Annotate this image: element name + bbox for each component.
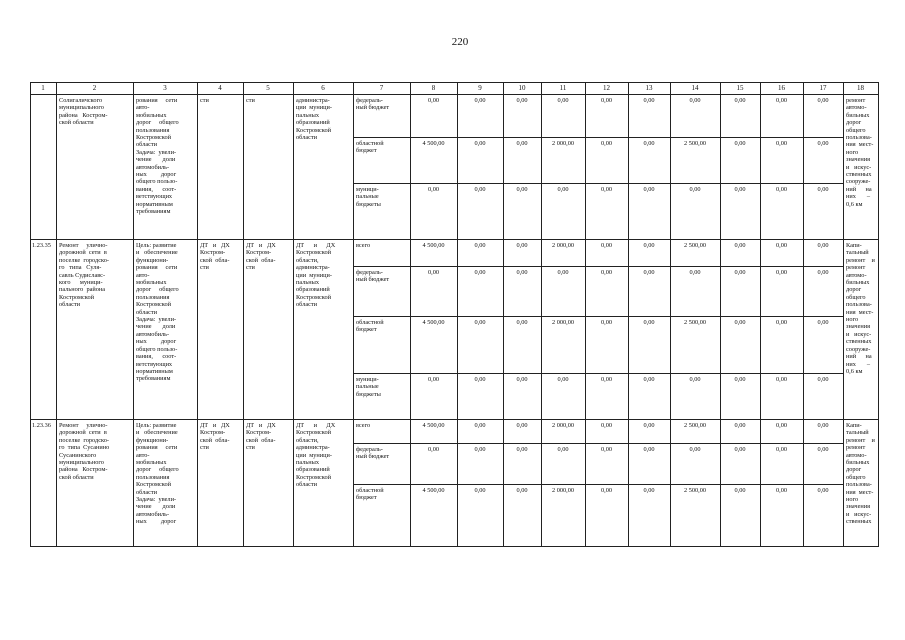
header-cell-17: 17 <box>819 84 827 92</box>
amount-cell: 0,00 <box>600 319 613 326</box>
block-separator <box>30 239 879 240</box>
amount-cell: 0,00 <box>600 376 613 383</box>
amount-cell: 0,00 <box>817 319 829 326</box>
amount-cell: 4 500,00 <box>422 319 445 326</box>
amount-cell: 0,00 <box>600 446 613 453</box>
amount-cell: 0,00 <box>734 242 746 249</box>
amount-cell: 0,00 <box>474 242 486 249</box>
amount-cell: 0,00 <box>775 242 788 249</box>
column-line <box>410 82 411 546</box>
item-coexecutor: ДТ и ДХ Костром- ской обла- сти <box>246 242 276 272</box>
row-separator <box>353 443 844 444</box>
amount-cell: 0,00 <box>775 140 788 147</box>
amount-cell: 0,00 <box>689 186 701 193</box>
item-executor: ДТ и ДХ Костром- ской обла- сти <box>200 242 230 272</box>
funding-source: муници- пальные бюджеты <box>356 376 381 398</box>
header-cell-6: 6 <box>321 84 325 92</box>
amount-cell: 4 500,00 <box>422 422 445 429</box>
item-goal: Цель: развитие и обеспечение функциони- рования сети авто- мобильных дорог общего пользования Костромской области Задача: увели- чение доли автомобиль- ных дорог <box>136 422 179 526</box>
column-line <box>457 82 458 546</box>
funding-source: всего <box>356 422 371 429</box>
amount-cell: 0,00 <box>734 319 746 326</box>
header-cell-16: 16 <box>778 84 785 92</box>
column-line <box>197 82 198 546</box>
amount-cell: 0,00 <box>516 446 528 453</box>
amount-cell: 0,00 <box>474 376 486 383</box>
amount-cell: 0,00 <box>817 487 829 494</box>
item-number: 1.23.35 <box>32 242 51 249</box>
amount-cell: 2 500,00 <box>683 242 707 249</box>
amount-cell: 2 000,00 <box>551 487 575 494</box>
amount-cell: 0,00 <box>734 446 746 453</box>
amount-cell: 0,00 <box>643 319 655 326</box>
amount-cell: 0,00 <box>600 97 613 104</box>
amount-cell: 0,00 <box>600 487 613 494</box>
item-number: 1.23.36 <box>32 422 51 429</box>
amount-cell: 0,00 <box>516 319 528 326</box>
header-cell-11: 11 <box>559 84 567 92</box>
amount-cell: 0,00 <box>689 376 701 383</box>
amount-cell: 0,00 <box>516 186 528 193</box>
amount-cell: 0,00 <box>474 140 486 147</box>
amount-cell: 4 500,00 <box>422 487 445 494</box>
header-cell-18: 18 <box>857 84 864 92</box>
row-separator <box>353 266 844 267</box>
item-participants: ДТ и ДХ Костромской области, администра- ции муници- пальных образований Костромской области <box>296 242 336 309</box>
header-cell-12: 12 <box>603 84 610 92</box>
amount-cell: 0,00 <box>474 269 486 276</box>
amount-cell: 0,00 <box>775 446 788 453</box>
column-line <box>670 82 671 546</box>
column-line <box>293 82 294 546</box>
amount-cell: 0,00 <box>427 376 440 383</box>
header-cell-8: 8 <box>431 84 436 92</box>
amount-cell: 0,00 <box>817 186 829 193</box>
amount-cell: 0,00 <box>817 140 829 147</box>
amount-cell: 0,00 <box>474 186 486 193</box>
item-result: ремонт автомо- бильных дорог общего пользова- ния мест- ного значения и искус- ственных сооруже- ний на них – 0,6 км <box>846 97 874 208</box>
amount-cell: 0,00 <box>643 422 655 429</box>
amount-cell: 0,00 <box>600 242 613 249</box>
funding-source: федераль- ный бюджет <box>356 97 390 112</box>
header-cell-15: 15 <box>736 84 744 92</box>
header-cell-14: 14 <box>691 84 699 92</box>
amount-cell: 0,00 <box>775 186 788 193</box>
amount-cell: 2 000,00 <box>551 242 575 249</box>
amount-cell: 0,00 <box>775 487 788 494</box>
amount-cell: 0,00 <box>516 269 528 276</box>
item-executor: сти <box>200 97 209 104</box>
amount-cell: 0,00 <box>427 186 440 193</box>
amount-cell: 0,00 <box>817 269 829 276</box>
amount-cell: 0,00 <box>775 422 788 429</box>
amount-cell: 2 500,00 <box>683 422 707 429</box>
header-cell-13: 13 <box>645 84 653 92</box>
column-line <box>628 82 629 546</box>
column-line <box>803 82 804 546</box>
amount-cell: 2 500,00 <box>683 487 707 494</box>
column-line <box>353 82 354 546</box>
item-result: Капи- тальный ремонт и ремонт автомо- бильных дорог общего пользова- ния мест- ного значения и искус- ственных <box>846 422 875 526</box>
amount-cell: 0,00 <box>474 422 486 429</box>
amount-cell: 0,00 <box>643 376 655 383</box>
amount-cell: 0,00 <box>689 269 701 276</box>
amount-cell: 0,00 <box>474 319 486 326</box>
header-cell-2: 2 <box>92 84 97 92</box>
amount-cell: 0,00 <box>516 97 528 104</box>
column-line <box>878 82 879 546</box>
amount-cell: 0,00 <box>427 97 440 104</box>
block-separator <box>30 94 879 95</box>
funding-source: областной бюджет <box>356 140 384 155</box>
row-separator <box>353 316 844 317</box>
amount-cell: 0,00 <box>427 446 440 453</box>
amount-cell: 0,00 <box>557 376 569 383</box>
amount-cell: 0,00 <box>817 422 829 429</box>
amount-cell: 0,00 <box>643 140 655 147</box>
column-line <box>720 82 721 546</box>
row-separator <box>353 484 844 485</box>
item-result: Капи- тальный ремонт и ремонт автомо- бильных дорог общего пользова- ния мест- ного значения и искус- ственных сооруже- ний на них – 0,6 км <box>846 242 875 375</box>
amount-cell: 0,00 <box>817 242 829 249</box>
amount-cell: 0,00 <box>775 319 788 326</box>
amount-cell: 0,00 <box>600 269 613 276</box>
amount-cell: 0,00 <box>516 140 528 147</box>
amount-cell: 0,00 <box>643 242 655 249</box>
item-name: Ремонт улично- дорожной сети в поселке городско- го типа Сусанино Сусанинского муниципального района Костром- ской области <box>59 422 110 481</box>
column-line <box>541 82 542 546</box>
amount-cell: 0,00 <box>600 140 613 147</box>
amount-cell: 0,00 <box>474 446 486 453</box>
amount-cell: 0,00 <box>817 376 829 383</box>
amount-cell: 0,00 <box>557 97 569 104</box>
amount-cell: 2 500,00 <box>683 140 707 147</box>
column-line <box>243 82 244 546</box>
item-participants: ДТ и ДХ Костромской области, администра- ции муници- пальных образований Костромской области <box>296 422 336 489</box>
amount-cell: 0,00 <box>775 376 788 383</box>
amount-cell: 0,00 <box>600 186 613 193</box>
header-cell-10: 10 <box>518 84 526 92</box>
column-line <box>30 82 31 546</box>
amount-cell: 0,00 <box>734 487 746 494</box>
column-line <box>503 82 504 546</box>
funding-source: федераль- ный бюджет <box>356 269 390 284</box>
amount-cell: 2 500,00 <box>683 319 707 326</box>
amount-cell: 0,00 <box>775 269 788 276</box>
item-name: Ремонт улично- дорожной сети в поселке городско- го типа Суля- савль Судиславс- кого муници- пального района Костромской области <box>59 242 110 309</box>
amount-cell: 0,00 <box>734 97 746 104</box>
amount-cell: 0,00 <box>734 422 746 429</box>
header-cell-5: 5 <box>266 84 270 92</box>
amount-cell: 2 000,00 <box>551 422 575 429</box>
amount-cell: 0,00 <box>689 97 701 104</box>
table-border-bottom <box>30 546 879 547</box>
amount-cell: 0,00 <box>516 487 528 494</box>
item-executor: ДТ и ДХ Костром- ской обла- сти <box>200 422 230 452</box>
row-separator <box>353 183 844 184</box>
amount-cell: 0,00 <box>557 186 569 193</box>
amount-cell: 0,00 <box>516 242 528 249</box>
funding-source: федераль- ный бюджет <box>356 446 390 461</box>
amount-cell: 0,00 <box>427 269 440 276</box>
amount-cell: 0,00 <box>557 269 569 276</box>
amount-cell: 4 500,00 <box>422 242 445 249</box>
amount-cell: 0,00 <box>516 422 528 429</box>
amount-cell: 0,00 <box>817 446 829 453</box>
item-goal: Цель: развитие и обеспечение функциони- рования сети авто- мобильных дорог общего пользования Костромской области Задача: увели- чение доли автомобиль- ных дорог общего пользо- вания, соот- ветствующих нормативным требованиям <box>136 242 179 383</box>
amount-cell: 0,00 <box>817 97 829 104</box>
item-goal: рования сети авто- мобильных дорог общего пользования Костромской области Задача: увели- чение доли автомобиль- ных дорог общего пользо- вания, соот- ветствующих нормативным требованиям <box>136 97 179 216</box>
header-cell-9: 9 <box>478 84 482 92</box>
amount-cell: 0,00 <box>643 97 655 104</box>
amount-cell: 0,00 <box>689 446 701 453</box>
row-separator <box>353 137 844 138</box>
header-cell-3: 3 <box>163 84 167 92</box>
column-line <box>133 82 134 546</box>
table-border-top <box>30 82 879 83</box>
amount-cell: 0,00 <box>516 376 528 383</box>
amount-cell: 0,00 <box>643 269 655 276</box>
funding-source: областной бюджет <box>356 487 384 502</box>
amount-cell: 2 000,00 <box>551 140 575 147</box>
amount-cell: 0,00 <box>557 446 569 453</box>
amount-cell: 0,00 <box>775 97 788 104</box>
amount-cell: 0,00 <box>734 269 746 276</box>
item-participants: администра- ции муници- пальных образований Костромской области <box>296 97 332 142</box>
amount-cell: 0,00 <box>600 422 613 429</box>
header-cell-1: 1 <box>41 84 45 92</box>
row-separator <box>353 373 844 374</box>
funding-source: всего <box>356 242 371 249</box>
item-coexecutor: сти <box>246 97 255 104</box>
block-separator <box>30 419 879 420</box>
amount-cell: 0,00 <box>474 487 486 494</box>
amount-cell: 2 000,00 <box>551 319 575 326</box>
amount-cell: 0,00 <box>643 186 655 193</box>
item-coexecutor: ДТ и ДХ Костром- ской обла- сти <box>246 422 276 452</box>
column-line <box>760 82 761 546</box>
item-name: Солигаличского муниципального района Костром- ской области <box>59 97 108 127</box>
amount-cell: 0,00 <box>734 186 746 193</box>
column-line <box>56 82 57 546</box>
column-line <box>585 82 586 546</box>
funding-source: муници- пальные бюджеты <box>356 186 381 208</box>
amount-cell: 0,00 <box>643 487 655 494</box>
funding-source: областной бюджет <box>356 319 384 334</box>
amount-cell: 0,00 <box>474 97 486 104</box>
amount-cell: 4 500,00 <box>422 140 445 147</box>
column-line <box>843 82 844 546</box>
amount-cell: 0,00 <box>734 376 746 383</box>
amount-cell: 0,00 <box>643 446 655 453</box>
header-cell-4: 4 <box>218 84 222 92</box>
page-number: 220 <box>451 36 469 48</box>
amount-cell: 0,00 <box>734 140 746 147</box>
header-cell-7: 7 <box>379 84 384 92</box>
